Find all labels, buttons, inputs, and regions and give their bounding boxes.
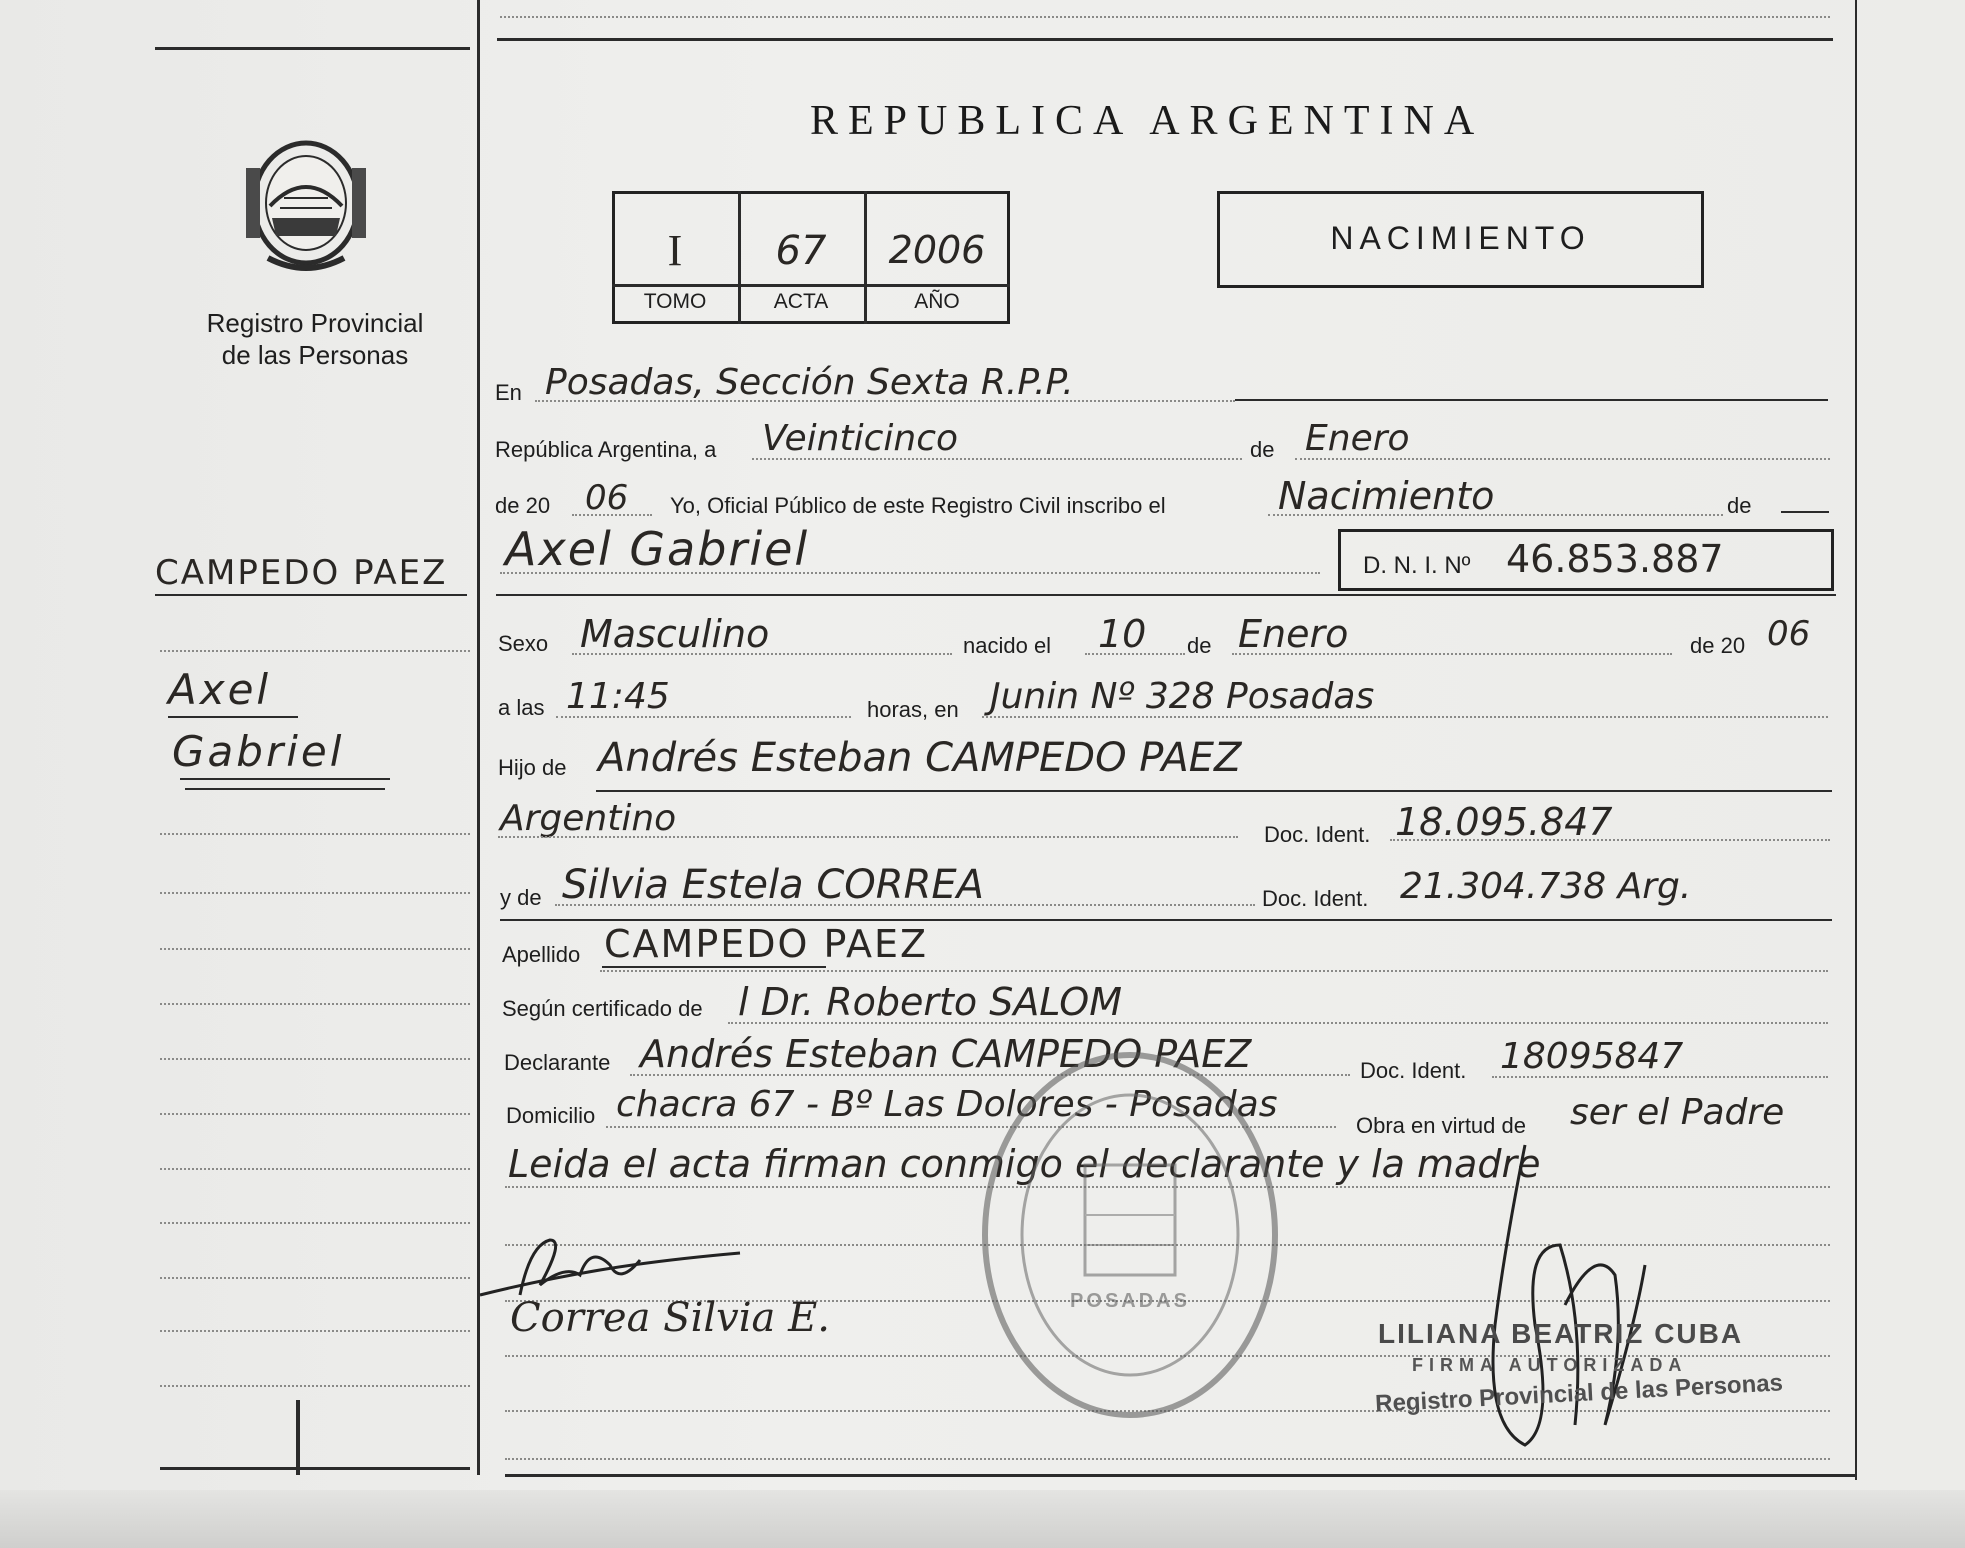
nacido-day-dotted: [1085, 653, 1185, 655]
margin-given-name-2: Gabriel: [172, 727, 345, 776]
rep-label: República Argentina, a: [495, 437, 717, 462]
child-name-dotted: [500, 572, 1320, 574]
official-org: Registro Provincial de las Personas: [1374, 1369, 1784, 1418]
margin-bottom-rule: [160, 1467, 470, 1470]
top-dotted-line: [500, 16, 1830, 18]
left-top-rule: [155, 47, 470, 50]
anio-value: 2006: [888, 228, 986, 272]
main-bottom-rule: [505, 1474, 1857, 1477]
margin-dotted-line: [160, 1385, 470, 1387]
acta-value: 67: [775, 228, 827, 274]
margin-dotted-line: [160, 1058, 470, 1060]
father-name-value: Andrés Esteban CAMPEDO PAEZ: [598, 735, 1242, 781]
misiones-emblem: [238, 128, 374, 278]
margin-tick-mark: [296, 1400, 300, 1475]
en-fill-line: [1235, 399, 1828, 401]
nacido-month-dotted: [1232, 653, 1672, 655]
apellido-underline: [602, 966, 826, 968]
declarante-doc-label: Doc. Ident.: [1360, 1058, 1467, 1083]
margin-given-name-2-underline-b: [185, 788, 385, 790]
domicilio-label: Domicilio: [506, 1103, 596, 1128]
declarante-doc-dotted: [1492, 1076, 1828, 1078]
mother-doc-label: Doc. Ident.: [1262, 886, 1369, 911]
rep-month-value: Enero: [1305, 418, 1410, 459]
sexo-dotted: [572, 653, 952, 655]
dni-value: 46.853.887: [1506, 537, 1724, 581]
parents-section-rule: [500, 919, 1832, 921]
inscribo-dotted: [1268, 514, 1723, 516]
en-dotted-line: [535, 400, 1235, 402]
page-bottom-shadow: [0, 1490, 1965, 1548]
nacido-de-label: de: [1187, 633, 1212, 658]
mother-name-value: Silvia Estela CORREA: [562, 862, 985, 908]
yde-label: y de: [500, 885, 542, 910]
yo-label: Yo, Oficial Público de este Registro Civil inscribo el: [670, 493, 1166, 518]
en-label: En: [495, 380, 522, 405]
seal-city: POSADAS: [1070, 1290, 1190, 1312]
sexo-label: Sexo: [498, 631, 549, 656]
father-nat-dotted: [498, 836, 1238, 838]
en-value: Posadas, Sección Sexta R.P.P.: [545, 362, 1074, 403]
registry-name: [180, 307, 450, 371]
father-name-rule: [596, 790, 1832, 792]
obra-value: ser el Padre: [1570, 1092, 1785, 1133]
apellido-label: Apellido: [502, 942, 581, 967]
nacido-day-value: 10: [1098, 612, 1147, 656]
inscribo-de-label: de: [1727, 493, 1752, 518]
child-name-value: Axel Gabriel: [505, 522, 810, 576]
tomo-value: I: [667, 226, 683, 275]
father-doc-label: Doc. Ident.: [1264, 822, 1371, 847]
mother-doc-value: 21.304.738 Arg.: [1400, 866, 1692, 907]
father-nationality-value: Argentino: [500, 798, 677, 839]
official-round-seal: [975, 1035, 1285, 1435]
margin-given-name-2-underline: [180, 778, 390, 780]
margin-dotted-line: [160, 1222, 470, 1224]
lugar-value: Junin Nº 328 Posadas: [990, 676, 1375, 717]
misiones-emblem-icon: [238, 128, 374, 278]
nacido-label: nacido el: [963, 633, 1052, 658]
margin-given-name-1-underline: [168, 716, 298, 718]
declarante-signature: [470, 1225, 750, 1305]
margin-surname: CAMPEDO PAEZ: [155, 553, 448, 593]
nacido-month-value: Enero: [1238, 612, 1349, 656]
margin-given-name-1: Axel: [168, 665, 272, 714]
margin-dotted-line: [160, 892, 470, 894]
father-doc-dotted: [1390, 839, 1830, 841]
obra-label: Obra en virtud de: [1356, 1113, 1526, 1138]
record-type-label: NACIMIENTO: [1330, 220, 1591, 256]
declarante-signature-graphic: [470, 1225, 750, 1305]
apellido-value: CAMPEDO PAEZ: [604, 922, 929, 966]
segun-label: Según certificado de: [502, 996, 703, 1021]
hora-dotted: [556, 716, 851, 718]
alas-label: a las: [498, 695, 545, 720]
nacido-year-value: 06: [1767, 614, 1811, 654]
rep-de-label: de: [1250, 437, 1275, 462]
leida-value: Leida el acta firman conmigo el declarante y la madre: [508, 1142, 1541, 1186]
rep-month-dotted: [1295, 458, 1830, 460]
sexo-value: Masculino: [580, 612, 770, 656]
dni-label: D. N. I. Nº: [1363, 552, 1471, 579]
official-name: LILIANA BEATRIZ CUBA: [1378, 1318, 1744, 1349]
anio-label: AÑO: [914, 290, 960, 313]
mother-name-dotted: [555, 904, 1255, 906]
acta-label: ACTA: [773, 290, 829, 313]
year-value: 06: [585, 478, 629, 518]
right-page-border: [1855, 0, 1857, 1480]
father-doc-value: 18.095.847: [1395, 800, 1613, 844]
year-label: de 20: [495, 493, 551, 518]
country-title: REPUBLICA ARGENTINA: [810, 98, 1485, 144]
segun-dotted: [728, 1022, 1828, 1024]
margin-dotted-line: [160, 1003, 470, 1005]
official-seal-graphic: [975, 1035, 1285, 1435]
official-role: FIRMA AUTORIZADA: [1412, 1355, 1688, 1375]
inscribo-value: Nacimiento: [1278, 474, 1495, 518]
blank-dotted-line: [505, 1458, 1830, 1460]
margin-dotted-line: [160, 833, 470, 835]
rep-day-dotted: [752, 458, 1242, 460]
registry-name-line2: de las Personas: [221, 340, 409, 370]
declarante-label: Declarante: [504, 1050, 611, 1075]
box-label-divider: [612, 284, 1010, 287]
main-top-rule: [497, 38, 1833, 41]
mother-signature: Correa Silvia E.: [510, 1295, 831, 1341]
margin-dotted-line: [160, 1277, 470, 1279]
segun-value: l Dr. Roberto SALOM: [738, 980, 1123, 1024]
margin-surname-underline: [155, 594, 467, 596]
lugar-dotted: [982, 716, 1828, 718]
declarante-doc-value: 18095847: [1500, 1036, 1684, 1077]
margin-dotted-line: [160, 1168, 470, 1170]
margin-dotted-line: [160, 650, 470, 652]
declarante-value: Andrés Esteban CAMPEDO PAEZ: [640, 1032, 1252, 1076]
margin-dotted-line: [160, 1330, 470, 1332]
child-section-rule: [496, 594, 1836, 596]
registry-name-line1: Registro Provincial: [206, 308, 424, 338]
rep-day-value: Veinticinco: [762, 418, 959, 459]
margin-dotted-line: [160, 1113, 470, 1115]
tomo-label: TOMO: [643, 290, 707, 313]
hijo-label: Hijo de: [498, 755, 567, 780]
nacido-de20-label: de 20: [1690, 633, 1746, 658]
year-dotted: [572, 514, 652, 516]
margin-dotted-line: [160, 948, 470, 950]
hora-value: 11:45: [566, 676, 670, 717]
apellido-dotted: [600, 970, 1828, 972]
inscribo-fill-line: [1781, 511, 1829, 513]
horas-label: horas, en: [867, 697, 959, 722]
domicilio-value: chacra 67 - Bº Las Dolores - Posadas: [616, 1084, 1278, 1125]
